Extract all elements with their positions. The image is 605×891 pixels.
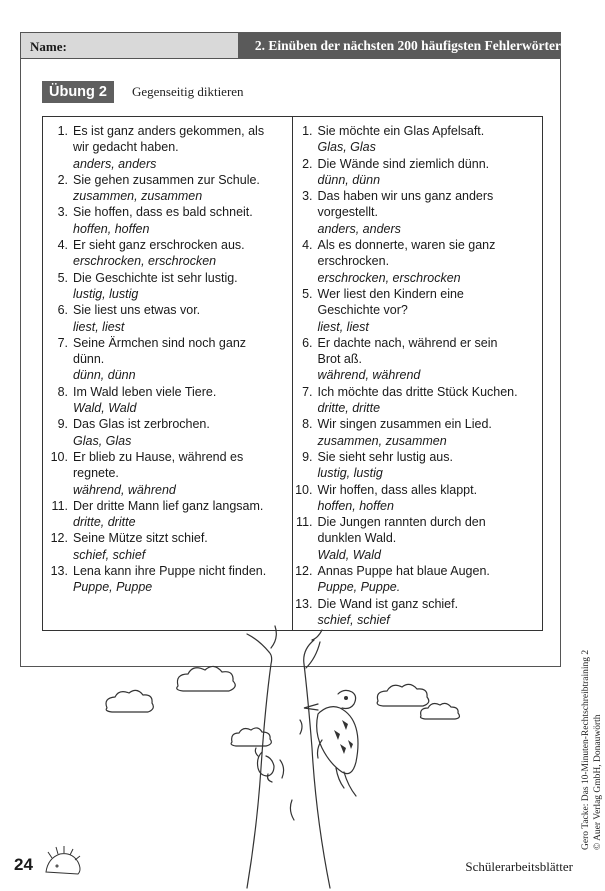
sentence-line: Seine Ärmchen sind noch ganz	[73, 335, 247, 350]
page-title: 2. Einüben der nächsten 200 häufigsten Fehlerwörter	[238, 32, 561, 59]
sentence-line: Sie möchte ein Glas Apfelsaft.	[317, 124, 485, 138]
item-number: 4.	[302, 238, 313, 253]
item-answer: lustig, lustig	[317, 466, 383, 481]
item-number: 8.	[302, 417, 313, 432]
item-answer: dritte, dritte	[317, 401, 381, 416]
item-answer: liest, liest	[73, 319, 125, 334]
sentence-line: Das haben wir uns ganz anders	[317, 189, 494, 204]
item-number: 7.	[302, 384, 313, 399]
item-number: 5.	[57, 270, 68, 285]
item-number: 2.	[302, 156, 313, 171]
item-answer: anders, anders	[73, 156, 157, 171]
sentence-line: vorgestellt.	[317, 205, 378, 220]
item-answer: während, während	[73, 482, 176, 497]
sentence-line: Das Glas ist zerbrochen.	[73, 417, 210, 432]
item-answer: Wald, Wald	[73, 401, 137, 416]
credit-line-1: Gero Tacke: Das 10-Minuten-Rechtschreibtraining 2	[581, 649, 591, 850]
item-answer: hoffen, hoffen	[317, 498, 394, 513]
item-answer: schief, schief	[73, 547, 146, 562]
sentence-line: Geschichte vor?	[317, 303, 408, 318]
item-answer: anders, anders	[317, 221, 401, 236]
item-answer: dünn, dünn	[73, 368, 136, 383]
cloud-icon	[421, 703, 460, 719]
item-number: 4.	[57, 238, 68, 253]
sentence-line: dunklen Wald.	[317, 531, 397, 546]
item-number: 11.	[51, 498, 68, 513]
item-answer: hoffen, hoffen	[73, 221, 150, 236]
item-number: 8.	[57, 384, 68, 399]
item-answer: Puppe, Puppe.	[317, 580, 401, 595]
item-number: 12.	[295, 564, 313, 579]
item-answer: erschrocken, erschrocken	[317, 270, 461, 285]
item-number: 1.	[302, 124, 313, 138]
item-answer: dünn, dünn	[317, 172, 381, 187]
sentence-line: Der dritte Mann lief ganz langsam.	[73, 498, 264, 513]
item-number: 13.	[50, 564, 68, 579]
item-answer: Glas, Glas	[317, 140, 376, 155]
sentence-line: Er dachte nach, während er sein	[317, 335, 498, 350]
sentence-line: Die Wand ist ganz schief.	[317, 596, 459, 611]
item-answer: dritte, dritte	[73, 515, 136, 530]
item-answer: Puppe, Puppe	[73, 580, 153, 595]
sentence-line: Sie liest uns etwas vor.	[73, 303, 201, 318]
sentence-line: Die Jungen rannten durch den	[317, 515, 486, 530]
item-number: 6.	[302, 335, 313, 350]
credit-line-2: © Auer Verlag GmbH, Donauwörth	[593, 714, 603, 850]
cloud-icon	[106, 690, 153, 712]
sentence-line: Brot aß.	[317, 352, 362, 367]
cloud-icon	[377, 684, 429, 706]
item-number: 3.	[57, 205, 68, 220]
item-number: 10.	[50, 449, 68, 464]
item-number: 9.	[57, 417, 68, 432]
sentence-line: Als es donnerte, waren sie ganz	[317, 238, 496, 253]
item-number: 12.	[50, 531, 68, 546]
item-number: 5.	[302, 286, 313, 301]
item-number: 7.	[57, 335, 68, 350]
page-number: 24	[14, 855, 33, 874]
item-answer: schief, schief	[317, 612, 390, 627]
item-answer: während, während	[317, 368, 421, 383]
sentence-line: Wir singen zusammen ein Lied.	[317, 417, 492, 432]
item-number: 11.	[296, 515, 313, 530]
sentence-line: Sie sieht sehr lustig aus.	[317, 449, 453, 464]
sentence-line: regnete.	[73, 466, 119, 481]
sentence-line: Annas Puppe hat blaue Augen.	[317, 564, 490, 579]
sentence-line: Er blieb zu Hause, während es	[73, 449, 244, 464]
item-answer: lustig, lustig	[73, 286, 139, 301]
exercise-badge: Übung 2	[42, 81, 114, 103]
cloud-icon	[177, 666, 235, 691]
sentence-line: Wer liest den Kindern eine	[317, 286, 464, 301]
item-answer: Wald, Wald	[317, 547, 381, 562]
sentence-line: Seine Mütze sitzt schief.	[73, 531, 208, 546]
item-answer: zusammen, zusammen	[73, 189, 203, 204]
sentence-line: Die Geschichte ist sehr lustig.	[73, 270, 238, 285]
item-number: 10.	[295, 482, 313, 497]
item-number: 1.	[57, 124, 68, 138]
sentence-line: dünn.	[73, 352, 105, 367]
name-label: Name:	[20, 32, 238, 59]
item-number: 6.	[57, 303, 68, 318]
item-answer: erschrocken, erschrocken	[73, 254, 217, 269]
sentence-line: Er sieht ganz erschrocken aus.	[73, 238, 245, 253]
sentence-line: Wir hoffen, dass alles klappt.	[317, 482, 478, 497]
sentence-line: Sie hoffen, dass es bald schneit.	[73, 205, 253, 220]
item-number: 13.	[295, 596, 313, 611]
item-answer: liest, liest	[317, 319, 369, 334]
hedgehog-icon	[46, 846, 80, 874]
sentence-line: erschrocken.	[317, 254, 390, 269]
item-number: 9.	[302, 449, 313, 464]
item-answer: Glas, Glas	[73, 433, 132, 448]
cloud-icon	[231, 728, 271, 746]
copyright-credit	[562, 640, 602, 850]
item-answer: zusammen, zusammen	[317, 433, 447, 448]
sentence-line: Ich möchte das dritte Stück Kuchen.	[317, 384, 518, 399]
sentence-line: Es ist ganz anders gekommen, als	[73, 124, 265, 138]
exercise-subtitle: Gegenseitig diktieren	[132, 84, 244, 99]
item-number: 3.	[302, 189, 313, 204]
item-number: 2.	[57, 172, 68, 187]
sentence-line: wir gedacht haben.	[73, 140, 179, 155]
sentence-line: Lena kann ihre Puppe nicht finden.	[73, 564, 267, 579]
footer-label: Schülerarbeitsblätter	[465, 859, 573, 874]
sentence-line: Sie gehen zusammen zur Schule.	[73, 172, 260, 187]
sentence-line: Die Wände sind ziemlich dünn.	[317, 156, 490, 171]
sentence-line: Im Wald leben viele Tiere.	[73, 384, 217, 399]
